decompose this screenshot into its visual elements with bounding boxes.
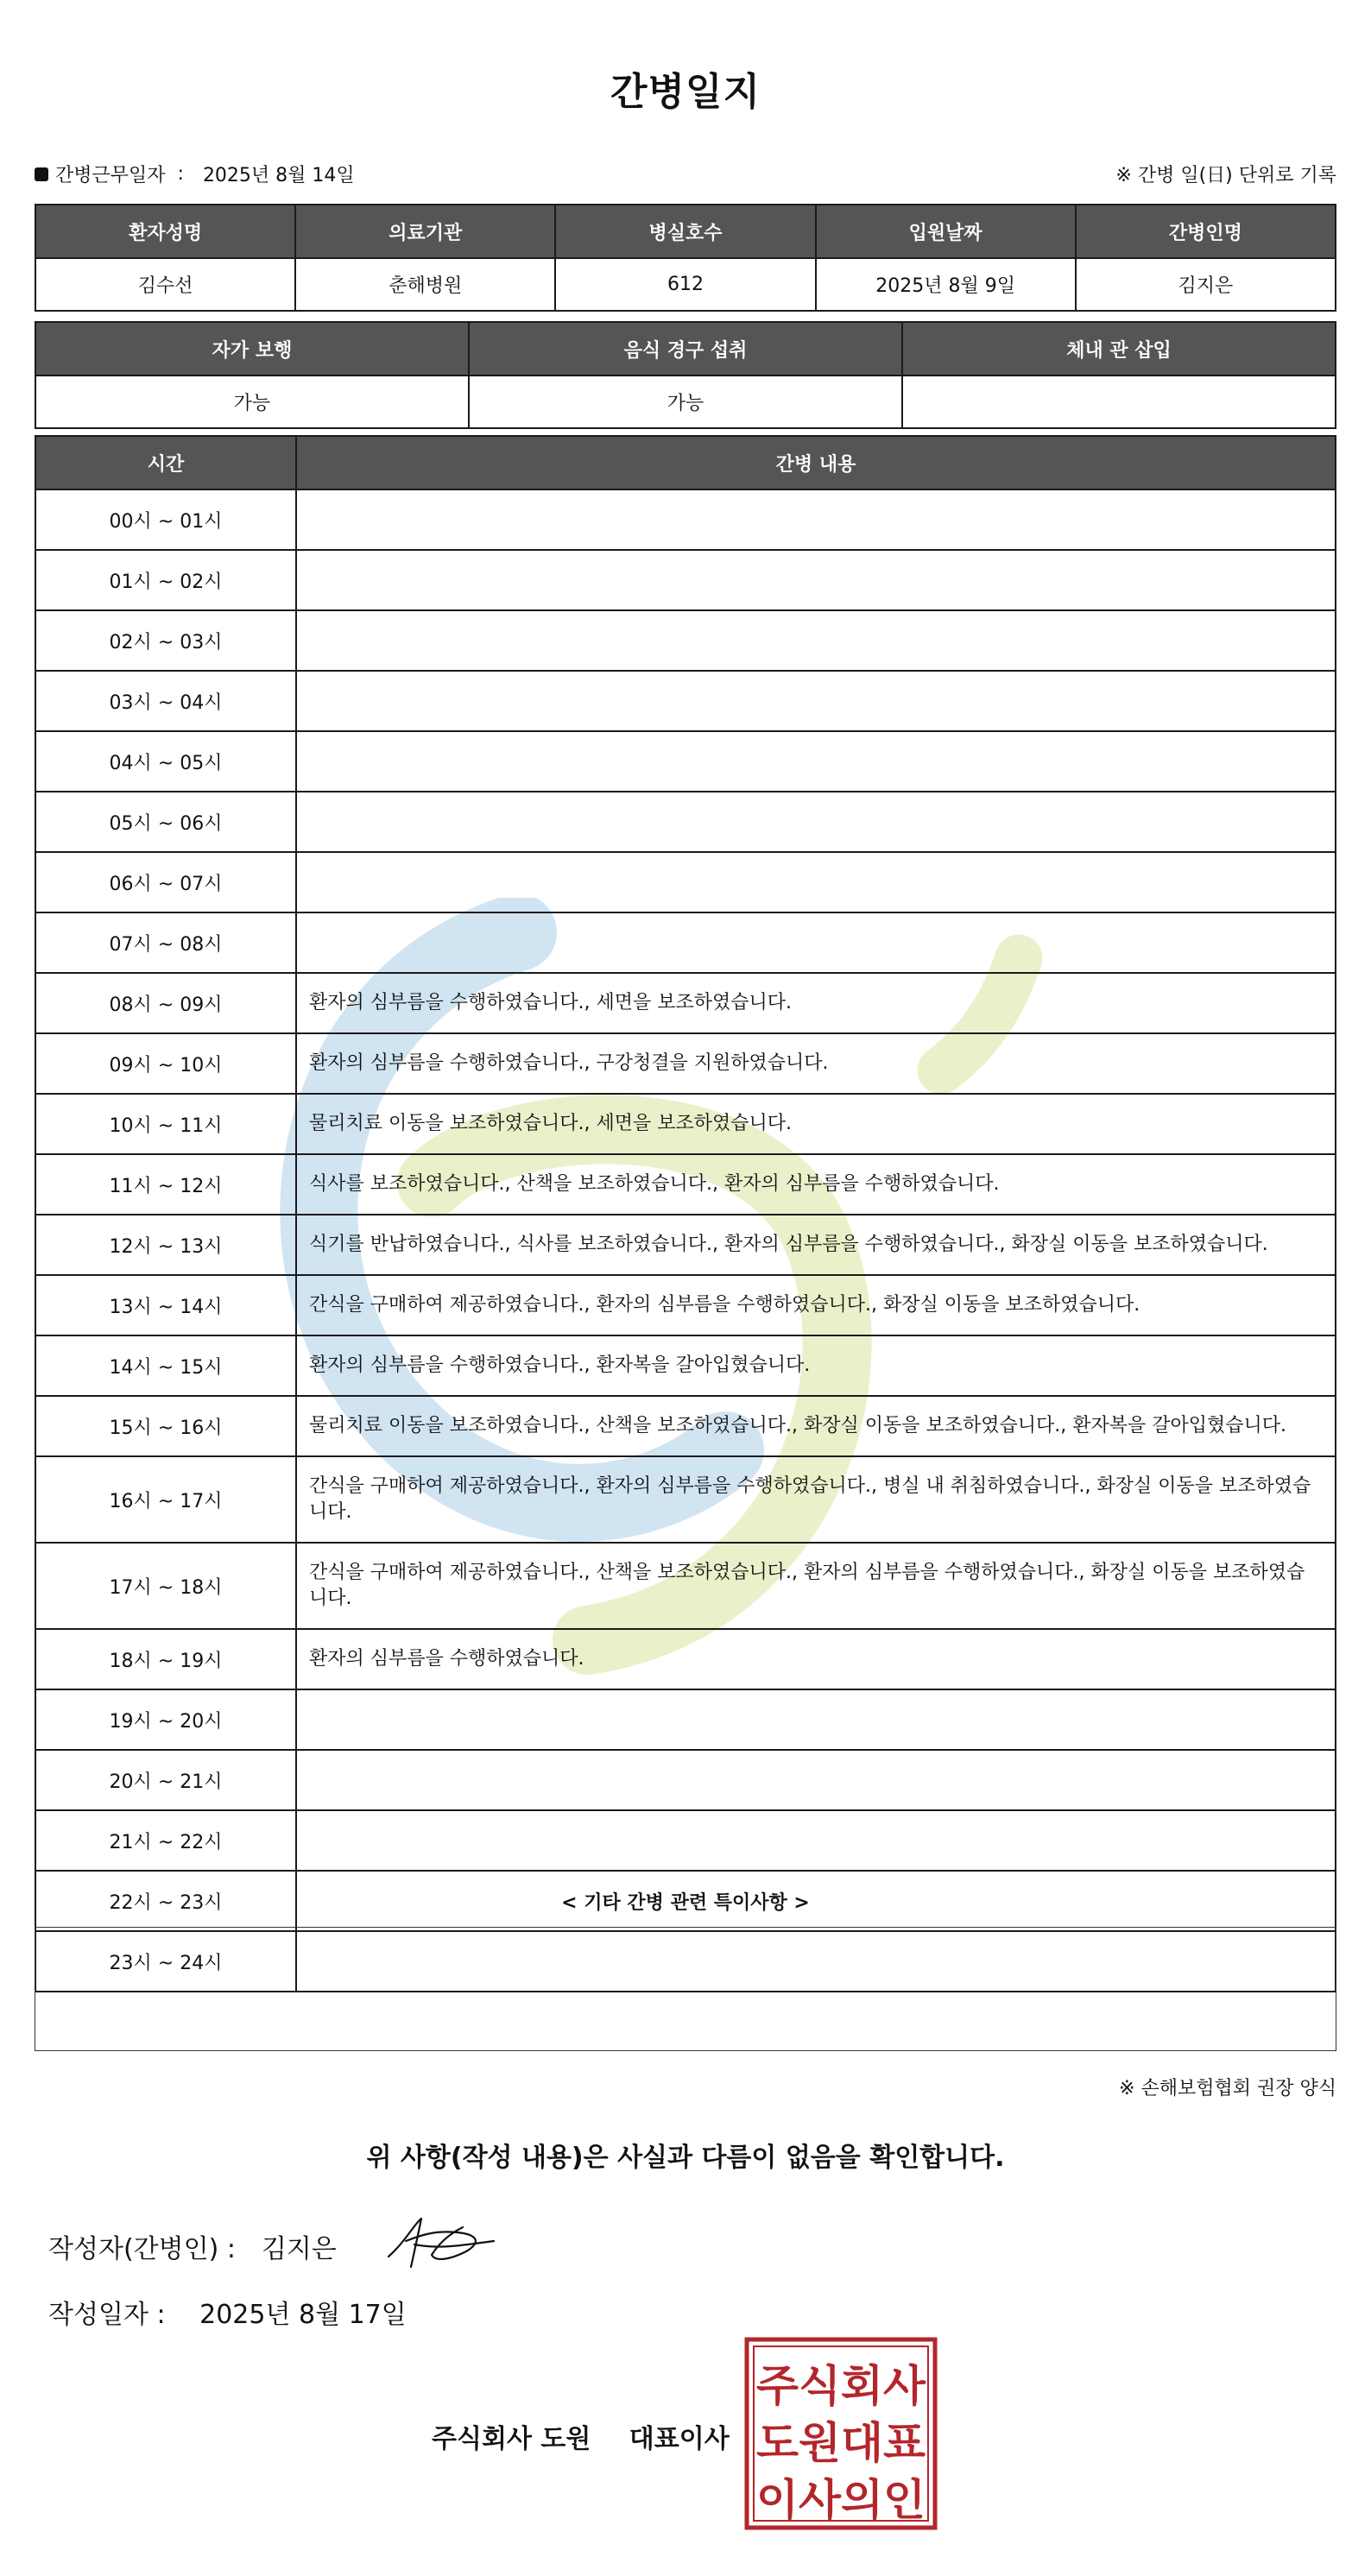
log-content-cell: 식기를 반납하였습니다., 식사를 보조하였습니다., 환자의 심부름을 수행하였습니다., 화장실 이동을 보조하였습니다. [296, 1215, 1336, 1275]
seal-text-line: 도원대표 [756, 2418, 926, 2468]
header-hospital: 의료기관 [295, 205, 555, 258]
written-date-row [48, 2293, 407, 2331]
log-content-cell: 환자의 심부름을 수행하였습니다., 환자복을 갈아입혔습니다. [296, 1335, 1336, 1396]
work-date-separator: : [177, 163, 184, 185]
table-row [35, 1750, 1336, 1810]
log-content-cell: 물리치료 이동을 보조하였습니다., 산책을 보조하였습니다., 화장실 이동을 보조하였습니다., 환자복을 갈아입혔습니다. [296, 1396, 1336, 1456]
self-walking-value: 가능 [35, 376, 469, 428]
caregiver-name-value: 김지은 [1076, 258, 1336, 311]
log-time-cell: 23시 ~ 24시 [35, 1931, 296, 1992]
table-row [35, 792, 1336, 852]
header-caregiver-name: 간병인명 [1076, 205, 1336, 258]
work-date [35, 161, 355, 187]
patient-status-table [35, 321, 1336, 429]
table-row [35, 671, 1336, 731]
log-time-cell: 14시 ~ 15시 [35, 1335, 296, 1396]
log-time-cell: 12시 ~ 13시 [35, 1215, 296, 1275]
table-row [35, 610, 1336, 671]
hospital-value: 춘해병원 [295, 258, 555, 311]
written-date-value: 2025년 8월 17일 [199, 2300, 407, 2330]
table-row [35, 731, 1336, 792]
tube-insertion-value [902, 376, 1336, 428]
log-time-cell: 09시 ~ 10시 [35, 1033, 296, 1094]
notes-title: < 기타 간병 관련 특이사항 > [561, 1892, 810, 1914]
table-row [35, 973, 1336, 1033]
page-title: 간병일지 [610, 70, 761, 114]
table-row [35, 489, 1336, 550]
company-signature-row [432, 2417, 730, 2455]
table-row [35, 1810, 1336, 1871]
header-time: 시간 [35, 436, 296, 489]
square-bullet-icon [35, 167, 48, 181]
header-self-walking: 자가 보행 [35, 322, 469, 376]
log-time-cell: 02시 ~ 03시 [35, 610, 296, 671]
log-time-cell: 17시 ~ 18시 [35, 1543, 296, 1629]
log-content-cell: 환자의 심부름을 수행하였습니다., 세면을 보조하였습니다. [296, 973, 1336, 1033]
log-content-cell: 식사를 보조하였습니다., 산책을 보조하였습니다., 환자의 심부름을 수행하였습니다. [296, 1154, 1336, 1215]
table-row [35, 852, 1336, 912]
table-row [35, 550, 1336, 610]
patient-info-header-row [35, 205, 1336, 258]
seal-text-line: 주식회사 [756, 2361, 926, 2411]
log-content-cell [296, 550, 1336, 610]
seal-text-line: 이사의인 [756, 2475, 926, 2525]
hourly-log-table [35, 435, 1336, 1992]
table-row [35, 1154, 1336, 1215]
log-content-cell [296, 731, 1336, 792]
writer-row [48, 2227, 337, 2265]
patient-status-header-row [35, 322, 1336, 376]
header-room-number: 병실호수 [555, 205, 815, 258]
table-row [35, 1094, 1336, 1154]
work-date-value: 2025년 8월 14일 [202, 165, 355, 186]
patient-info-value-row [35, 258, 1336, 311]
log-content-cell: 간식을 구매하여 제공하였습니다., 환자의 심부름을 수행하였습니다., 병실 내 취침하였습니다., 화장실 이동을 보조하였습니다. [296, 1456, 1336, 1543]
log-content-cell: 간식을 구매하여 제공하였습니다., 환자의 심부름을 수행하였습니다., 화장실 이동을 보조하였습니다. [296, 1275, 1336, 1335]
header-patient-name: 환자성명 [35, 205, 295, 258]
log-content-cell [296, 489, 1336, 550]
log-time-cell: 00시 ~ 01시 [35, 489, 296, 550]
daily-record-note: ※ 간병 일(日) 단위로 기록 [1115, 165, 1336, 186]
header-tube-insertion: 체내 관 삽입 [902, 322, 1336, 376]
patient-name-value: 김수선 [35, 258, 295, 311]
confirmation-statement: 위 사항(작성 내용)은 사실과 다름이 없음을 확인합니다. [366, 2143, 1005, 2173]
company-ceo-title: 대표이사 [629, 2424, 730, 2454]
log-time-cell: 01시 ~ 02시 [35, 550, 296, 610]
log-content-cell [296, 912, 1336, 973]
log-time-cell: 21시 ~ 22시 [35, 1810, 296, 1871]
log-time-cell: 11시 ~ 12시 [35, 1154, 296, 1215]
log-time-cell: 19시 ~ 20시 [35, 1689, 296, 1750]
writer-label: 작성자(간병인) : [48, 2234, 236, 2264]
signature-icon [380, 2207, 501, 2276]
log-time-cell: 06시 ~ 07시 [35, 852, 296, 912]
log-content-cell [296, 1750, 1336, 1810]
log-time-cell: 18시 ~ 19시 [35, 1629, 296, 1689]
writer-name: 김지은 [261, 2234, 337, 2264]
header-oral-intake: 음식 경구 섭취 [469, 322, 902, 376]
table-row [35, 1215, 1336, 1275]
log-time-cell: 04시 ~ 05시 [35, 731, 296, 792]
log-time-cell: 05시 ~ 06시 [35, 792, 296, 852]
header-admission-date: 입원날짜 [816, 205, 1076, 258]
table-row [35, 1033, 1336, 1094]
log-time-cell: 22시 ~ 23시 [35, 1871, 296, 1931]
log-time-cell: 13시 ~ 14시 [35, 1275, 296, 1335]
log-time-cell: 10시 ~ 11시 [35, 1094, 296, 1154]
hourly-log-body [35, 489, 1336, 1992]
room-number-value: 612 [555, 258, 815, 311]
log-content-cell [296, 671, 1336, 731]
company-seal-icon [744, 2337, 938, 2530]
log-content-cell: 환자의 심부름을 수행하였습니다. [296, 1629, 1336, 1689]
log-content-cell: 환자의 심부름을 수행하였습니다., 구강청결을 지원하였습니다. [296, 1033, 1336, 1094]
log-time-cell: 03시 ~ 04시 [35, 671, 296, 731]
meta-row [35, 161, 1336, 192]
header-care-content: 간병 내용 [296, 436, 1336, 489]
log-content-cell [296, 792, 1336, 852]
log-content-cell [296, 1689, 1336, 1750]
table-row [35, 1275, 1336, 1335]
table-row [35, 1456, 1336, 1543]
hourly-log-header-row [35, 436, 1336, 489]
log-time-cell: 07시 ~ 08시 [35, 912, 296, 973]
table-row [35, 1543, 1336, 1629]
admission-date-value: 2025년 8월 9일 [816, 258, 1076, 311]
oral-intake-value: 가능 [469, 376, 902, 428]
association-note: ※ 손해보험협회 권장 양식 [1119, 2078, 1336, 2099]
company-name: 주식회사 도원 [432, 2424, 591, 2454]
written-date-label: 작성일자 : [48, 2300, 166, 2330]
log-time-cell: 20시 ~ 21시 [35, 1750, 296, 1810]
patient-info-table [35, 204, 1336, 312]
table-row [35, 912, 1336, 973]
table-row [35, 1629, 1336, 1689]
table-row [35, 1335, 1336, 1396]
log-time-cell: 15시 ~ 16시 [35, 1396, 296, 1456]
log-content-cell [296, 852, 1336, 912]
log-content-cell [296, 1810, 1336, 1871]
log-time-cell: 16시 ~ 17시 [35, 1456, 296, 1543]
patient-status-value-row [35, 376, 1336, 428]
log-content-cell: 물리치료 이동을 보조하였습니다., 세면을 보조하였습니다. [296, 1094, 1336, 1154]
work-date-label: 간병근무일자 [55, 165, 166, 186]
log-content-cell: 간식을 구매하여 제공하였습니다., 산책을 보조하였습니다., 환자의 심부름을 수행하였습니다., 화장실 이동을 보조하였습니다. [296, 1543, 1336, 1629]
notes-box [35, 1927, 1336, 2051]
table-row [35, 1689, 1336, 1750]
log-time-cell: 08시 ~ 09시 [35, 973, 296, 1033]
table-row [35, 1396, 1336, 1456]
log-content-cell [296, 610, 1336, 671]
